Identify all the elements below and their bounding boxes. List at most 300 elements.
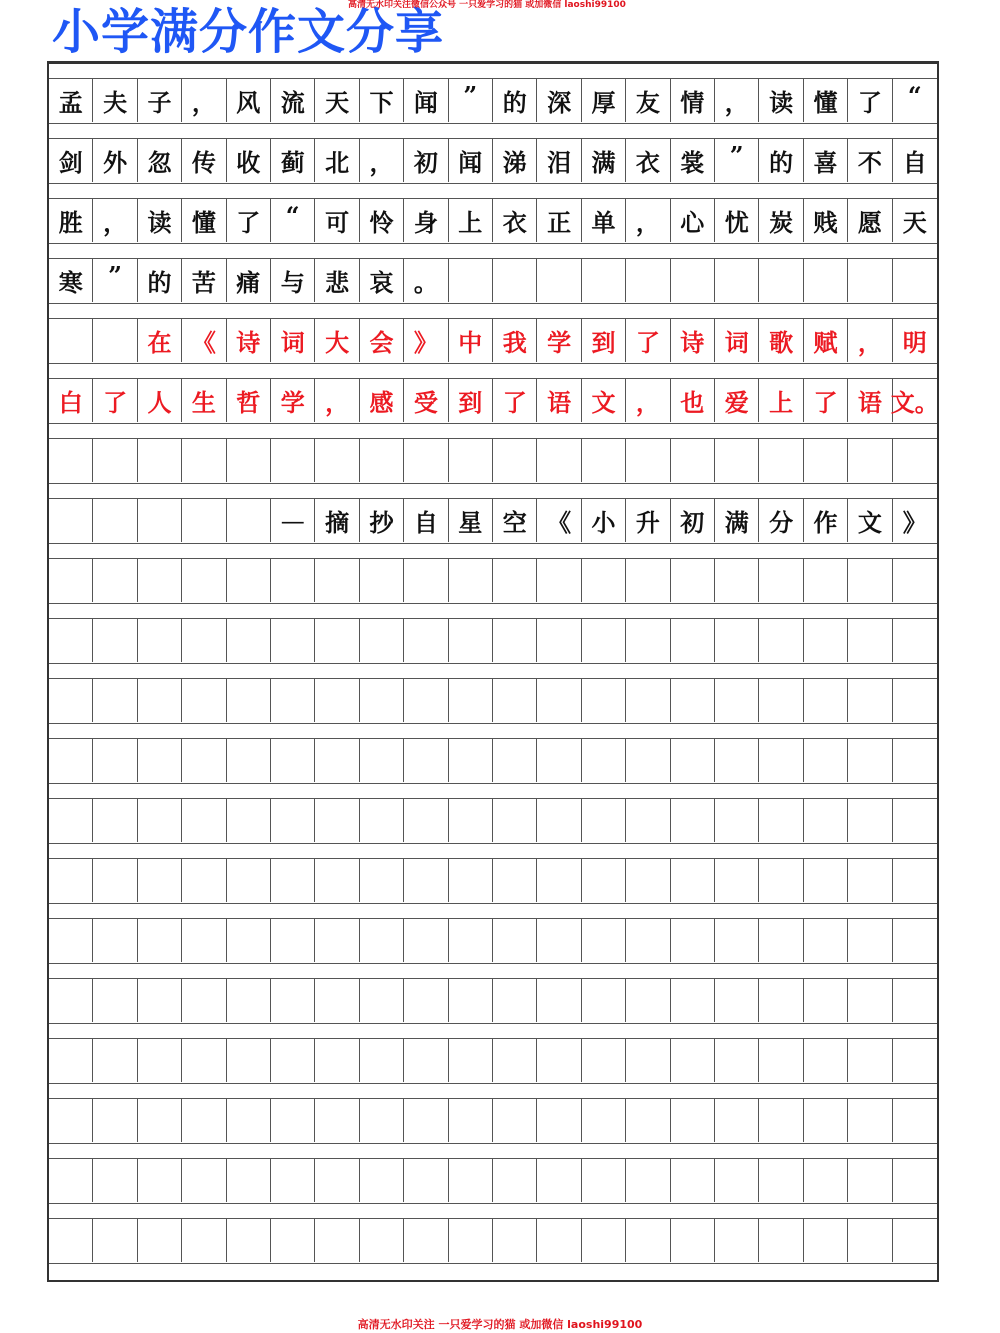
grid-cell: 孟	[49, 79, 93, 122]
grid-cell: 。	[404, 259, 448, 302]
grid-cell: 情	[671, 79, 715, 122]
grid-cell	[582, 559, 626, 602]
grid-cell: 正	[537, 199, 581, 242]
grid-cell: 风	[227, 79, 271, 122]
grid-cell	[227, 859, 271, 902]
grid-cell	[493, 1099, 537, 1142]
grid-cell	[759, 859, 803, 902]
grid-cell	[138, 979, 182, 1022]
grid-cell	[93, 739, 137, 782]
grid-cell	[893, 619, 937, 662]
grid-cell	[715, 859, 759, 902]
grid-cell	[582, 919, 626, 962]
grid-cell: 诗	[227, 319, 271, 362]
grid-cell	[404, 979, 448, 1022]
grid-cell	[804, 739, 848, 782]
grid-cell	[715, 259, 759, 302]
grid-cell	[893, 799, 937, 842]
grid-cell	[715, 799, 759, 842]
grid-cell	[93, 919, 137, 962]
grid-cell	[848, 859, 892, 902]
grid-cell	[893, 559, 937, 602]
grid-cell: 生	[182, 379, 226, 422]
grid-cell: 忧	[715, 199, 759, 242]
grid-cell	[360, 1099, 404, 1142]
grid-cell	[449, 619, 493, 662]
grid-cell	[493, 979, 537, 1022]
grid-cell	[804, 679, 848, 722]
grid-cell: 学	[537, 319, 581, 362]
grid-cell	[715, 1219, 759, 1262]
grid-cell	[493, 679, 537, 722]
grid-cell	[626, 1219, 670, 1262]
grid-cell	[759, 1039, 803, 1082]
grid-cell: ，	[715, 79, 759, 122]
grid-cell	[449, 739, 493, 782]
grid-row	[49, 1218, 937, 1264]
grid-cell	[227, 1039, 271, 1082]
grid-cell: 单	[582, 199, 626, 242]
grid-cell: “	[271, 199, 315, 242]
grid-cell	[582, 1219, 626, 1262]
grid-cell: 星	[449, 499, 493, 542]
grid-cell: 读	[138, 199, 182, 242]
grid-cell	[626, 679, 670, 722]
grid-row	[49, 858, 937, 904]
grid-cell: 收	[227, 139, 271, 182]
grid-cell	[537, 679, 581, 722]
grid-cell	[49, 1039, 93, 1082]
grid-cell	[138, 1219, 182, 1262]
grid-cell: 也	[671, 379, 715, 422]
grid-cell	[404, 1159, 448, 1202]
grid-cell	[404, 679, 448, 722]
grid-row	[49, 1098, 937, 1144]
grid-cell: 我	[493, 319, 537, 362]
grid-cell	[893, 1159, 937, 1202]
grid-cell	[182, 439, 226, 482]
grid-cell: 懂	[182, 199, 226, 242]
grid-row	[49, 318, 937, 364]
grid-cell: 厚	[582, 79, 626, 122]
grid-cell	[182, 799, 226, 842]
grid-cell	[138, 619, 182, 662]
grid-cell	[360, 979, 404, 1022]
grid-cell: 传	[182, 139, 226, 182]
grid-cell	[315, 739, 359, 782]
grid-cell	[360, 799, 404, 842]
grid-cell	[759, 799, 803, 842]
grid-cell	[93, 1219, 137, 1262]
grid-cell: 作	[804, 499, 848, 542]
composition-grid-sheet	[47, 61, 939, 1282]
grid-cell: 的	[138, 259, 182, 302]
grid-cell	[93, 679, 137, 722]
grid-cell: 夫	[93, 79, 137, 122]
grid-cell: ”	[715, 139, 759, 182]
grid-cell	[271, 1159, 315, 1202]
grid-cell	[715, 919, 759, 962]
grid-cell	[582, 1099, 626, 1142]
grid-cell	[93, 499, 137, 542]
grid-cell	[582, 979, 626, 1022]
grid-cell: 子	[138, 79, 182, 122]
grid-cell	[848, 559, 892, 602]
grid-cell	[671, 1219, 715, 1262]
grid-cell: 哀	[360, 259, 404, 302]
grid-cell	[271, 559, 315, 602]
grid-cell	[227, 739, 271, 782]
grid-cell	[671, 619, 715, 662]
grid-cell	[893, 859, 937, 902]
grid-cell	[49, 559, 93, 602]
grid-cell	[227, 979, 271, 1022]
grid-cell	[449, 859, 493, 902]
grid-cell: 涕	[493, 139, 537, 182]
grid-cell	[626, 799, 670, 842]
grid-cell	[138, 499, 182, 542]
grid-cell: 怜	[360, 199, 404, 242]
grid-cell	[582, 739, 626, 782]
grid-cell	[93, 439, 137, 482]
grid-cell	[404, 439, 448, 482]
grid-cell: 外	[93, 139, 137, 182]
grid-cell	[848, 1099, 892, 1142]
grid-cell	[848, 1039, 892, 1082]
grid-cell	[449, 1099, 493, 1142]
grid-cell	[848, 1219, 892, 1262]
grid-cell	[315, 919, 359, 962]
grid-cell: 空	[493, 499, 537, 542]
grid-cell	[227, 799, 271, 842]
grid-cell	[582, 859, 626, 902]
grid-cell: 愿	[848, 199, 892, 242]
grid-cell: 到	[582, 319, 626, 362]
grid-cell	[182, 619, 226, 662]
grid-cell	[449, 1039, 493, 1082]
grid-cell: 友	[626, 79, 670, 122]
grid-cell	[626, 739, 670, 782]
grid-cell	[93, 1099, 137, 1142]
grid-cell: 词	[271, 319, 315, 362]
grid-cell	[715, 1159, 759, 1202]
grid-row	[49, 978, 937, 1024]
grid-cell	[93, 1159, 137, 1202]
grid-cell	[315, 619, 359, 662]
grid-cell	[182, 679, 226, 722]
grid-cell	[493, 1159, 537, 1202]
grid-row	[49, 678, 937, 724]
grid-cell	[138, 559, 182, 602]
grid-cell: 流	[271, 79, 315, 122]
grid-cell	[715, 1099, 759, 1142]
grid-cell	[138, 1039, 182, 1082]
grid-cell	[138, 1159, 182, 1202]
grid-cell	[182, 559, 226, 602]
grid-cell	[582, 679, 626, 722]
grid-cell	[360, 1159, 404, 1202]
grid-cell	[848, 799, 892, 842]
grid-cell	[893, 439, 937, 482]
grid-cell: 懂	[804, 79, 848, 122]
watermark-top: 高清无水印关注微信公众号 一只爱学习的猫 或加微信 laoshi99100	[348, 0, 626, 10]
grid-cell: 赋	[804, 319, 848, 362]
grid-row	[49, 378, 937, 424]
grid-cell	[49, 919, 93, 962]
grid-cell	[404, 919, 448, 962]
grid-cell	[671, 1039, 715, 1082]
grid-cell: 的	[493, 79, 537, 122]
watermark-bottom: 高清无水印关注 一只爱学习的猫 或加微信 laoshi99100	[357, 1318, 643, 1331]
grid-cell	[227, 919, 271, 962]
grid-cell	[182, 1159, 226, 1202]
grid-cell: ，	[626, 379, 670, 422]
grid-cell	[537, 919, 581, 962]
grid-cell	[404, 859, 448, 902]
grid-cell	[93, 799, 137, 842]
grid-cell	[804, 859, 848, 902]
grid-cell	[227, 499, 271, 542]
grid-cell: —	[271, 499, 315, 542]
grid-cell	[404, 799, 448, 842]
grid-cell	[227, 439, 271, 482]
grid-cell	[360, 859, 404, 902]
grid-cell	[537, 619, 581, 662]
grid-cell: 闻	[449, 139, 493, 182]
grid-cell	[715, 739, 759, 782]
grid-cell	[360, 559, 404, 602]
grid-cell	[271, 439, 315, 482]
grid-cell: 泪	[537, 139, 581, 182]
grid-cell	[93, 559, 137, 602]
grid-cell	[360, 919, 404, 962]
grid-cell	[360, 439, 404, 482]
grid-cell	[759, 559, 803, 602]
grid-cell	[848, 739, 892, 782]
grid-cell: 初	[404, 139, 448, 182]
grid-cell	[49, 1099, 93, 1142]
grid-cell: 分	[759, 499, 803, 542]
grid-cell	[227, 1219, 271, 1262]
grid-cell: 下	[360, 79, 404, 122]
grid-cell	[182, 859, 226, 902]
grid-cell: 《	[182, 319, 226, 362]
grid-cell	[493, 559, 537, 602]
grid-cell: ，	[360, 139, 404, 182]
grid-cell	[804, 979, 848, 1022]
grid-cell: 的	[759, 139, 803, 182]
grid-cell	[271, 619, 315, 662]
grid-row	[49, 438, 937, 484]
grid-cell	[404, 1219, 448, 1262]
grid-cell	[138, 919, 182, 962]
grid-cell	[360, 1039, 404, 1082]
grid-cell	[182, 499, 226, 542]
grid-cell: 了	[804, 379, 848, 422]
grid-cell	[360, 739, 404, 782]
grid-cell	[315, 979, 359, 1022]
grid-cell	[49, 319, 93, 362]
grid-cell	[626, 1039, 670, 1082]
grid-row	[49, 618, 937, 664]
grid-cell: 悲	[315, 259, 359, 302]
grid-cell: ，	[848, 319, 892, 362]
grid-cell	[271, 739, 315, 782]
grid-cell	[182, 1039, 226, 1082]
grid-cell: 在	[138, 319, 182, 362]
grid-cell	[626, 439, 670, 482]
grid-cell	[804, 559, 848, 602]
grid-cell: 不	[848, 139, 892, 182]
grid-cell: 爱	[715, 379, 759, 422]
grid-cell	[671, 679, 715, 722]
grid-cell	[626, 859, 670, 902]
grid-cell	[537, 1219, 581, 1262]
grid-cell: 白	[49, 379, 93, 422]
grid-cell	[759, 259, 803, 302]
grid-cell	[537, 1099, 581, 1142]
grid-cell	[182, 1099, 226, 1142]
grid-cell	[227, 619, 271, 662]
grid-cell	[315, 1099, 359, 1142]
grid-cell	[138, 799, 182, 842]
grid-cell	[537, 739, 581, 782]
grid-cell: “	[907, 81, 922, 110]
grid-cell	[804, 919, 848, 962]
grid-cell	[493, 1219, 537, 1262]
grid-cell	[893, 259, 937, 302]
grid-cell	[449, 1219, 493, 1262]
grid-cell: 喜	[804, 139, 848, 182]
grid-cell	[671, 1099, 715, 1142]
grid-cell	[49, 859, 93, 902]
grid-cell	[404, 739, 448, 782]
grid-cell	[582, 1159, 626, 1202]
grid-cell: 贱	[804, 199, 848, 242]
grid-cell	[848, 619, 892, 662]
grid-cell: 自	[404, 499, 448, 542]
grid-cell: 与	[271, 259, 315, 302]
grid-cell	[315, 859, 359, 902]
grid-cell	[671, 259, 715, 302]
grid-cell	[404, 1099, 448, 1142]
grid-cell	[271, 979, 315, 1022]
grid-cell	[537, 799, 581, 842]
grid-cell	[93, 979, 137, 1022]
grid-cell: 了	[848, 79, 892, 122]
grid-cell	[49, 499, 93, 542]
grid-cell	[93, 859, 137, 902]
grid-cell: 初	[671, 499, 715, 542]
grid-cell: 受	[404, 379, 448, 422]
grid-cell	[626, 619, 670, 662]
grid-cell: 衣	[626, 139, 670, 182]
grid-cell	[537, 1039, 581, 1082]
grid-cell: 摘	[315, 499, 359, 542]
grid-cell	[315, 1159, 359, 1202]
grid-cell	[893, 1099, 937, 1142]
grid-cell	[715, 1039, 759, 1082]
grid-cell	[49, 679, 93, 722]
grid-cell	[582, 799, 626, 842]
grid-row	[49, 918, 937, 964]
grid-cell: ”	[93, 259, 137, 302]
grid-cell	[626, 919, 670, 962]
grid-cell	[671, 919, 715, 962]
grid-cell: 满	[582, 139, 626, 182]
grid-cell	[671, 439, 715, 482]
grid-cell	[893, 1039, 937, 1082]
grid-cell	[271, 799, 315, 842]
grid-cell: 心	[671, 199, 715, 242]
grid-cell	[227, 1099, 271, 1142]
grid-cell	[182, 739, 226, 782]
grid-cell	[227, 559, 271, 602]
grid-cell	[759, 739, 803, 782]
grid-cell: 人	[138, 379, 182, 422]
grid-cell	[449, 679, 493, 722]
grid-cell	[537, 439, 581, 482]
grid-cell	[715, 979, 759, 1022]
grid-cell	[537, 1159, 581, 1202]
grid-cell	[449, 439, 493, 482]
grid-cell: 了	[93, 379, 137, 422]
grid-cell	[138, 739, 182, 782]
grid-cell	[804, 259, 848, 302]
grid-cell	[93, 319, 137, 362]
grid-cell: 语	[848, 379, 892, 422]
grid-cell	[315, 1219, 359, 1262]
grid-cell: 了	[626, 319, 670, 362]
grid-cell	[715, 619, 759, 662]
grid-cell	[671, 979, 715, 1022]
grid-cell	[893, 679, 937, 722]
grid-cell	[360, 619, 404, 662]
grid-cell	[537, 259, 581, 302]
grid-cell	[626, 259, 670, 302]
grid-cell: 了	[493, 379, 537, 422]
page-title: 小学满分作文分享	[52, 4, 445, 60]
grid-cell	[715, 679, 759, 722]
grid-cell: 蓟	[271, 139, 315, 182]
grid-cell	[315, 559, 359, 602]
grid-cell: 文	[582, 379, 626, 422]
grid-cell: 语	[537, 379, 581, 422]
grid-cell	[759, 1159, 803, 1202]
grid-cell: 寒	[49, 259, 93, 302]
grid-cell	[315, 1039, 359, 1082]
grid-cell	[848, 919, 892, 962]
grid-cell	[582, 619, 626, 662]
grid-cell	[493, 739, 537, 782]
grid-cell: 身	[404, 199, 448, 242]
grid-cell	[271, 679, 315, 722]
grid-cell	[360, 1219, 404, 1262]
grid-cell: 文。	[890, 388, 939, 417]
grid-cell	[449, 1159, 493, 1202]
grid-cell: 诗	[671, 319, 715, 362]
grid-cell	[671, 739, 715, 782]
grid-cell	[582, 439, 626, 482]
grid-cell: 忽	[138, 139, 182, 182]
grid-cell	[671, 559, 715, 602]
grid-cell: 《	[537, 499, 581, 542]
grid-cell	[182, 979, 226, 1022]
grid-cell	[493, 619, 537, 662]
grid-cell: 炭	[759, 199, 803, 242]
grid-cell	[893, 979, 937, 1022]
grid-cell: 了	[227, 199, 271, 242]
